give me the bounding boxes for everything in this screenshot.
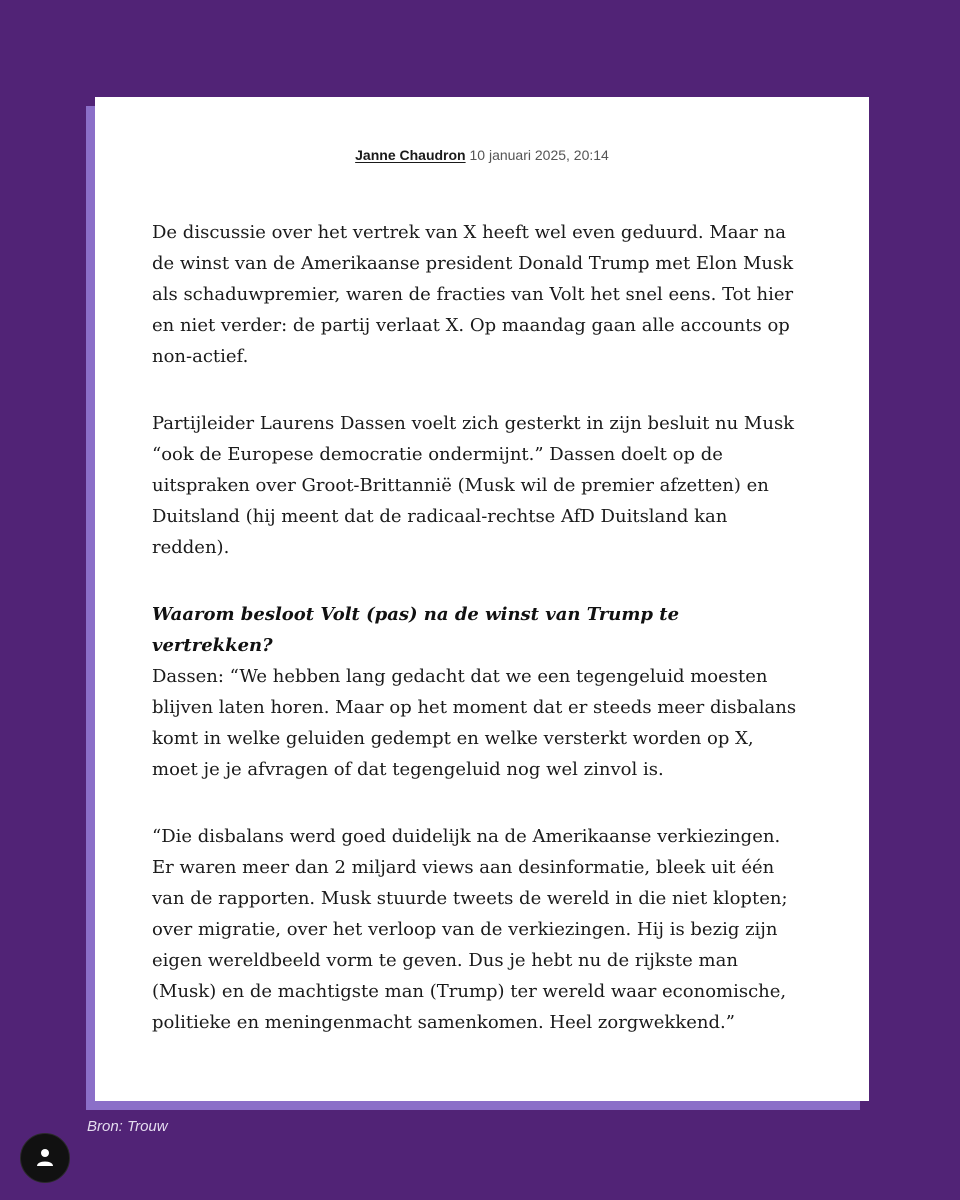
paragraph-1: De discussie over het vertrek van X heeft wel even geduurd. Maar na de winst van de Amerikaanse president Donald Trump met Elon Musk als schaduwpremier, waren de fracties van Volt het snel eens. Tot hier en niet verder: de partij verlaat X. Op maandag gaan alle accounts op non-actief. [152,222,794,367]
publish-date: 10 januari 2025, 20:14 [469,147,609,163]
author-link[interactable]: Janne Chaudron [355,147,466,163]
user-tag-button[interactable] [20,1133,70,1183]
article-body [152,217,802,1038]
byline [95,147,869,163]
paragraph-2: Partijleider Laurens Dassen voelt zich gesterkt in zijn besluit nu Musk “ook de Europese democratie ondermijnt.” Dassen doelt op de uitspraken over Groot-Brittannië (Musk wil de premier afzetten) en Duitsland (hij meent dat de radicaal-rechtse AfD Duitsland kan redden). [152,413,795,558]
user-icon [35,1147,55,1167]
question-heading: Waarom besloot Volt (pas) na de winst van Trump te vertrekken? [152,604,680,656]
paragraph-3: Dassen: “We hebben lang gedacht dat we een tegengeluid moesten blijven laten horen. Maar op het moment dat er steeds meer disbalans komt in welke geluiden gedempt en welke versterkt worden op X, moet je je afvragen of dat tegengeluid nog wel zinvol is. [152,666,797,780]
source-caption: Bron: Trouw [87,1118,168,1135]
paragraph-4: “Die disbalans werd goed duidelijk na de Amerikaanse verkiezingen. Er waren meer dan 2 miljard views aan desinformatie, bleek uit één van de rapporten. Musk stuurde tweets de wereld in die niet klopten; over migratie, over het verloop van de verkiezingen. Hij is bezig zijn eigen wereldbeeld vorm te geven. Dus je hebt nu de rijkste man (Musk) en de machtigste man (Trump) ter wereld waar economische, politieke en meningenmacht samenkomen. Heel zorgwekkend.” [152,826,788,1033]
article-card [95,97,869,1101]
